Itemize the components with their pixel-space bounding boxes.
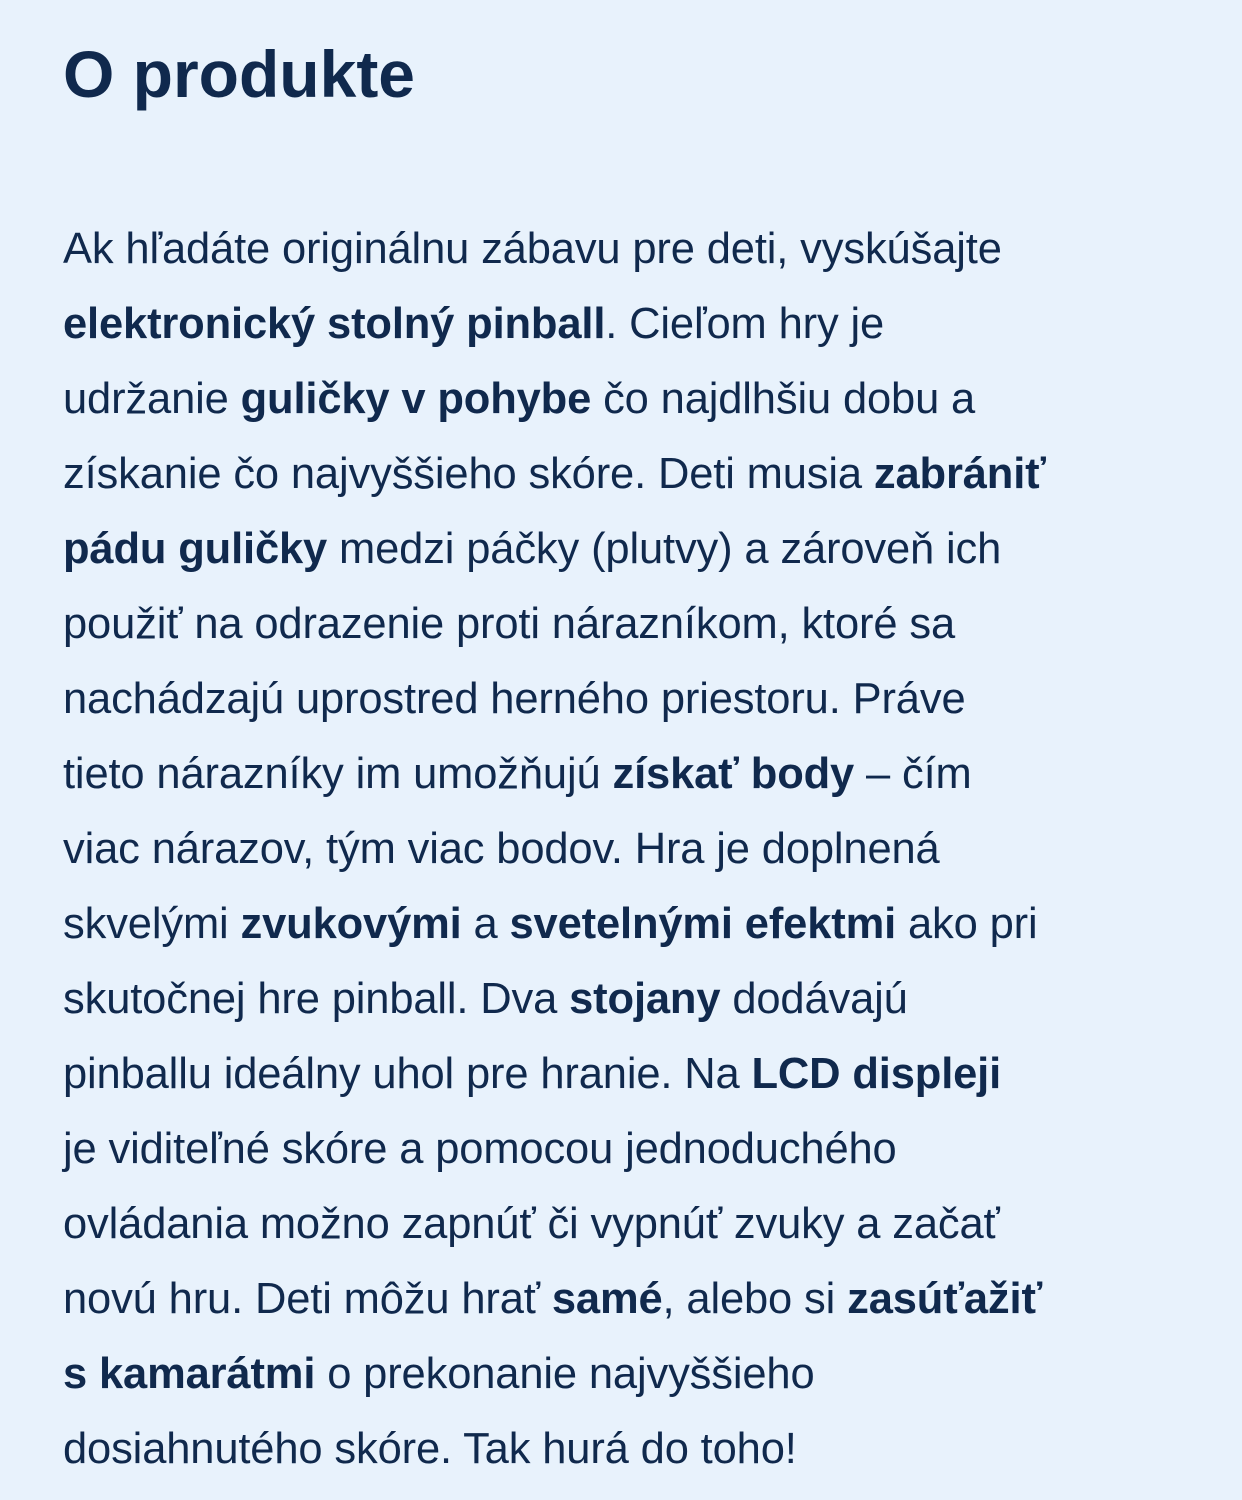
- emphasized-phrase: svetelnými efektmi: [509, 900, 897, 948]
- emphasized-phrase: pádu guličky: [63, 525, 328, 573]
- product-description-text: [63, 212, 1184, 1487]
- description-line: [63, 1037, 1184, 1112]
- description-text-segment: dodávajú: [720, 975, 908, 1023]
- description-text-segment: získanie čo najvyššieho skóre. Deti musia: [63, 450, 874, 498]
- description-text-segment: novú hru. Deti môžu hrať: [63, 1275, 552, 1323]
- emphasized-phrase: zabrániť: [873, 450, 1046, 498]
- description-line: [63, 1112, 1184, 1187]
- description-line: [63, 662, 1184, 737]
- emphasized-phrase: zasúťažiť: [847, 1275, 1043, 1323]
- description-line: [63, 362, 1184, 437]
- description-line: [63, 1337, 1184, 1412]
- description-text-segment: použiť na odrazenie proti nárazníkom, ktoré sa: [63, 600, 955, 648]
- description-line: [63, 962, 1184, 1037]
- description-line: [63, 1187, 1184, 1262]
- description-line: [63, 287, 1184, 362]
- emphasized-phrase: elektronický stolný pinball: [63, 300, 606, 348]
- emphasized-phrase: s kamarátmi: [63, 1350, 316, 1398]
- description-text-segment: tieto nárazníky im umožňujú: [63, 750, 613, 798]
- description-line: [63, 587, 1184, 662]
- description-line: [63, 512, 1184, 587]
- emphasized-phrase: získať body: [612, 750, 855, 798]
- description-line: [63, 737, 1184, 812]
- description-line: [63, 1412, 1184, 1487]
- section-title: O produkte: [63, 37, 416, 111]
- description-line: [63, 812, 1184, 887]
- description-line: [63, 887, 1184, 962]
- description-text-segment: – čím: [854, 750, 972, 798]
- description-text-segment: dosiahnutého skóre. Tak hurá do toho!: [63, 1425, 797, 1473]
- description-text-segment: nachádzajú uprostred herného priestoru. Práve: [63, 675, 966, 723]
- description-text-segment: o prekonanie najvyššieho: [315, 1350, 815, 1398]
- emphasized-phrase: LCD displeji: [751, 1050, 1002, 1098]
- emphasized-phrase: stojany: [569, 975, 721, 1023]
- description-text-segment: , alebo si: [662, 1275, 848, 1323]
- description-text-segment: je viditeľné skóre a pomocou jednoduchého: [63, 1125, 897, 1173]
- description-text-segment: udržanie: [63, 375, 241, 423]
- description-text-segment: pinballu ideálny uhol pre hranie. Na: [63, 1050, 752, 1098]
- description-text-segment: skutočnej hre pinball. Dva: [63, 975, 570, 1023]
- description-line: [63, 437, 1184, 512]
- emphasized-phrase: zvukovými: [240, 900, 462, 948]
- description-line: [63, 212, 1184, 287]
- description-text-segment: ako pri: [896, 900, 1038, 948]
- description-text-segment: a: [461, 900, 510, 948]
- description-text-segment: ovládania možno zapnúť či vypnúť zvuky a začať: [63, 1200, 1000, 1248]
- emphasized-phrase: guličky v pohybe: [240, 375, 592, 423]
- description-text-segment: skvelými: [63, 900, 241, 948]
- description-line: [63, 1262, 1184, 1337]
- description-text-segment: viac nárazov, tým viac bodov. Hra je doplnená: [63, 825, 940, 873]
- description-text-segment: čo najdlhšiu dobu a: [591, 375, 976, 423]
- description-text-segment: medzi páčky (plutvy) a zároveň ich: [327, 525, 1002, 573]
- description-text-segment: Ak hľadáte originálnu zábavu pre deti, vyskúšajte: [63, 225, 1002, 273]
- description-text-segment: . Cieľom hry je: [605, 300, 885, 348]
- emphasized-phrase: samé: [551, 1275, 663, 1323]
